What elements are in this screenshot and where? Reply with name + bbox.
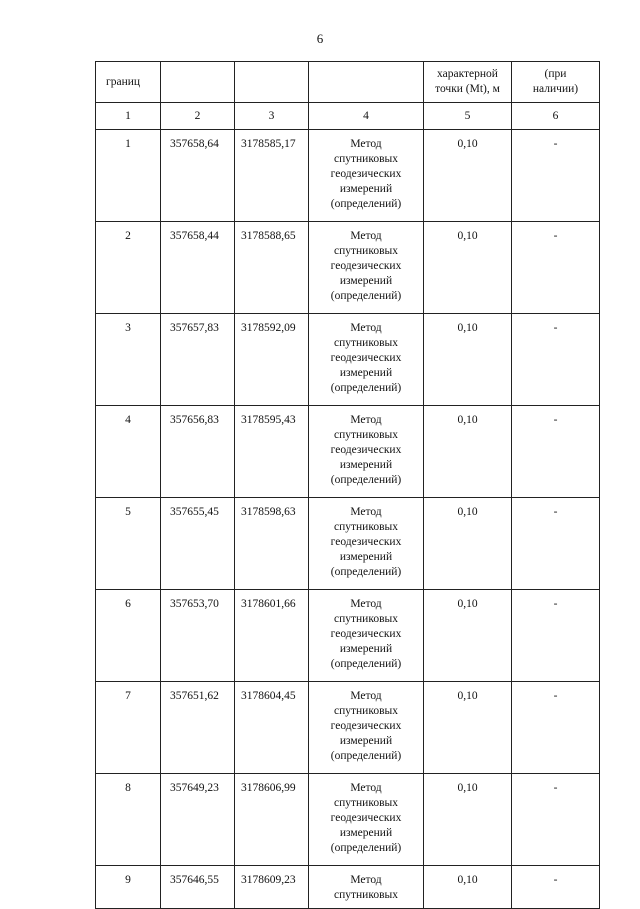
note-cell: -	[512, 866, 600, 909]
header-cell-empty-4	[309, 62, 424, 103]
method-text-line: измерений	[339, 183, 393, 195]
method-text-line: Метод	[350, 230, 382, 242]
method-text-line: измерений	[339, 459, 393, 471]
method-text-line: измерений	[339, 275, 393, 287]
table-row	[96, 130, 600, 222]
accuracy-cell: 0,10	[424, 314, 512, 406]
method-text-line: геодезических	[330, 168, 402, 180]
table-row	[96, 406, 600, 498]
point-number-cell: 9	[96, 866, 161, 909]
header-row-top	[96, 62, 600, 103]
coordinate-y-cell: 3178604,45	[235, 682, 309, 774]
accuracy-cell: 0,10	[424, 498, 512, 590]
table-row	[96, 682, 600, 774]
method-text-line: измерений	[339, 827, 393, 839]
method-text-line: геодезических	[330, 444, 402, 456]
coordinate-x-cell: 357658,64	[161, 130, 235, 222]
point-number-cell: 8	[96, 774, 161, 866]
coordinate-x-cell: 357653,70	[161, 590, 235, 682]
method-text-line: спутниковых	[333, 429, 398, 441]
coordinate-y-cell: 3178592,09	[235, 314, 309, 406]
method-text-line: спутниковых	[333, 337, 398, 349]
method-text-line: (определений)	[330, 382, 402, 394]
header-cell-empty-3	[235, 62, 309, 103]
coordinate-x-cell: 357656,83	[161, 406, 235, 498]
coordinate-y-cell: 3178588,65	[235, 222, 309, 314]
method-cell	[309, 866, 424, 909]
header-notes-line-2: наличии)	[532, 83, 579, 95]
method-text-line: спутниковых	[333, 797, 398, 809]
coordinate-x-cell: 357649,23	[161, 774, 235, 866]
method-cell	[309, 498, 424, 590]
method-text-line: (определений)	[330, 290, 402, 302]
point-number-cell: 2	[96, 222, 161, 314]
note-cell: -	[512, 130, 600, 222]
method-text-line: измерений	[339, 551, 393, 563]
header-cell-empty-2	[161, 62, 235, 103]
coordinate-x-cell: 357646,55	[161, 866, 235, 909]
method-text-line: спутниковых	[333, 705, 398, 717]
coordinate-y-cell: 3178606,99	[235, 774, 309, 866]
point-number-cell: 7	[96, 682, 161, 774]
point-number-cell: 1	[96, 130, 161, 222]
note-cell: -	[512, 590, 600, 682]
method-text-line: (определений)	[330, 750, 402, 762]
method-cell	[309, 130, 424, 222]
method-text-line: геодезических	[330, 536, 402, 548]
method-text-line: Метод	[350, 506, 382, 518]
table-row	[96, 498, 600, 590]
method-text-line: (определений)	[330, 842, 402, 854]
header-cell-boundaries: границ	[96, 62, 161, 103]
coordinate-y-cell: 3178595,43	[235, 406, 309, 498]
coordinate-x-cell: 357657,83	[161, 314, 235, 406]
header-row-numbers	[96, 103, 600, 130]
method-text-line: геодезических	[330, 628, 402, 640]
method-text-line: спутниковых	[333, 153, 398, 165]
method-cell	[309, 590, 424, 682]
accuracy-cell: 0,10	[424, 590, 512, 682]
method-text-line: измерений	[339, 367, 393, 379]
column-number: 4	[309, 103, 424, 130]
coordinates-table	[95, 61, 600, 909]
method-cell	[309, 682, 424, 774]
accuracy-cell: 0,10	[424, 866, 512, 909]
header-cell-accuracy	[424, 62, 512, 103]
method-text-line: спутниковых	[333, 889, 398, 901]
method-text-line: измерений	[339, 735, 393, 747]
method-text-line: геодезических	[330, 720, 402, 732]
method-cell	[309, 774, 424, 866]
table-row	[96, 774, 600, 866]
note-cell: -	[512, 222, 600, 314]
point-number-cell: 6	[96, 590, 161, 682]
accuracy-cell: 0,10	[424, 682, 512, 774]
coordinate-y-cell: 3178601,66	[235, 590, 309, 682]
method-text-line: Метод	[350, 414, 382, 426]
method-text-line: геодезических	[330, 352, 402, 364]
method-text-line: (определений)	[330, 658, 402, 670]
method-text-line: спутниковых	[333, 521, 398, 533]
table-row	[96, 222, 600, 314]
accuracy-cell: 0,10	[424, 406, 512, 498]
header-accuracy-line-2: точки (Mt), м	[435, 83, 500, 95]
method-cell	[309, 222, 424, 314]
note-cell: -	[512, 498, 600, 590]
point-number-cell: 4	[96, 406, 161, 498]
method-text-line: Метод	[350, 782, 382, 794]
point-number-cell: 5	[96, 498, 161, 590]
note-cell: -	[512, 774, 600, 866]
method-text-line: Метод	[350, 138, 382, 150]
method-text-line: спутниковых	[333, 613, 398, 625]
coordinate-y-cell: 3178598,63	[235, 498, 309, 590]
accuracy-cell: 0,10	[424, 222, 512, 314]
table-row	[96, 590, 600, 682]
coordinate-x-cell: 357658,44	[161, 222, 235, 314]
method-text-line: Метод	[350, 690, 382, 702]
method-text-line: (определений)	[330, 198, 402, 210]
method-text-line: (определений)	[330, 566, 402, 578]
column-number: 6	[512, 103, 600, 130]
header-cell-notes	[512, 62, 600, 103]
point-number-cell: 3	[96, 314, 161, 406]
page-number: 6	[316, 31, 324, 46]
column-number: 5	[424, 103, 512, 130]
note-cell: -	[512, 682, 600, 774]
accuracy-cell: 0,10	[424, 774, 512, 866]
header-notes-line-1: (при	[544, 68, 567, 80]
column-number: 2	[161, 103, 235, 130]
method-text-line: спутниковых	[333, 245, 398, 257]
method-text-line: измерений	[339, 643, 393, 655]
method-text-line: геодезических	[330, 260, 402, 272]
table-row	[96, 314, 600, 406]
coordinate-y-cell: 3178585,17	[235, 130, 309, 222]
method-text-line: Метод	[350, 874, 382, 886]
coordinate-x-cell: 357651,62	[161, 682, 235, 774]
method-text-line: Метод	[350, 598, 382, 610]
method-text-line: (определений)	[330, 474, 402, 486]
coordinate-y-cell: 3178609,23	[235, 866, 309, 909]
header-accuracy-line-1: характерной	[437, 68, 498, 80]
method-cell	[309, 314, 424, 406]
accuracy-cell: 0,10	[424, 130, 512, 222]
coordinate-x-cell: 357655,45	[161, 498, 235, 590]
note-cell: -	[512, 314, 600, 406]
method-text-line: геодезических	[330, 812, 402, 824]
column-number: 3	[235, 103, 309, 130]
column-number: 1	[96, 103, 161, 130]
note-cell: -	[512, 406, 600, 498]
table-row	[96, 866, 600, 909]
method-text-line: Метод	[350, 322, 382, 334]
method-cell	[309, 406, 424, 498]
